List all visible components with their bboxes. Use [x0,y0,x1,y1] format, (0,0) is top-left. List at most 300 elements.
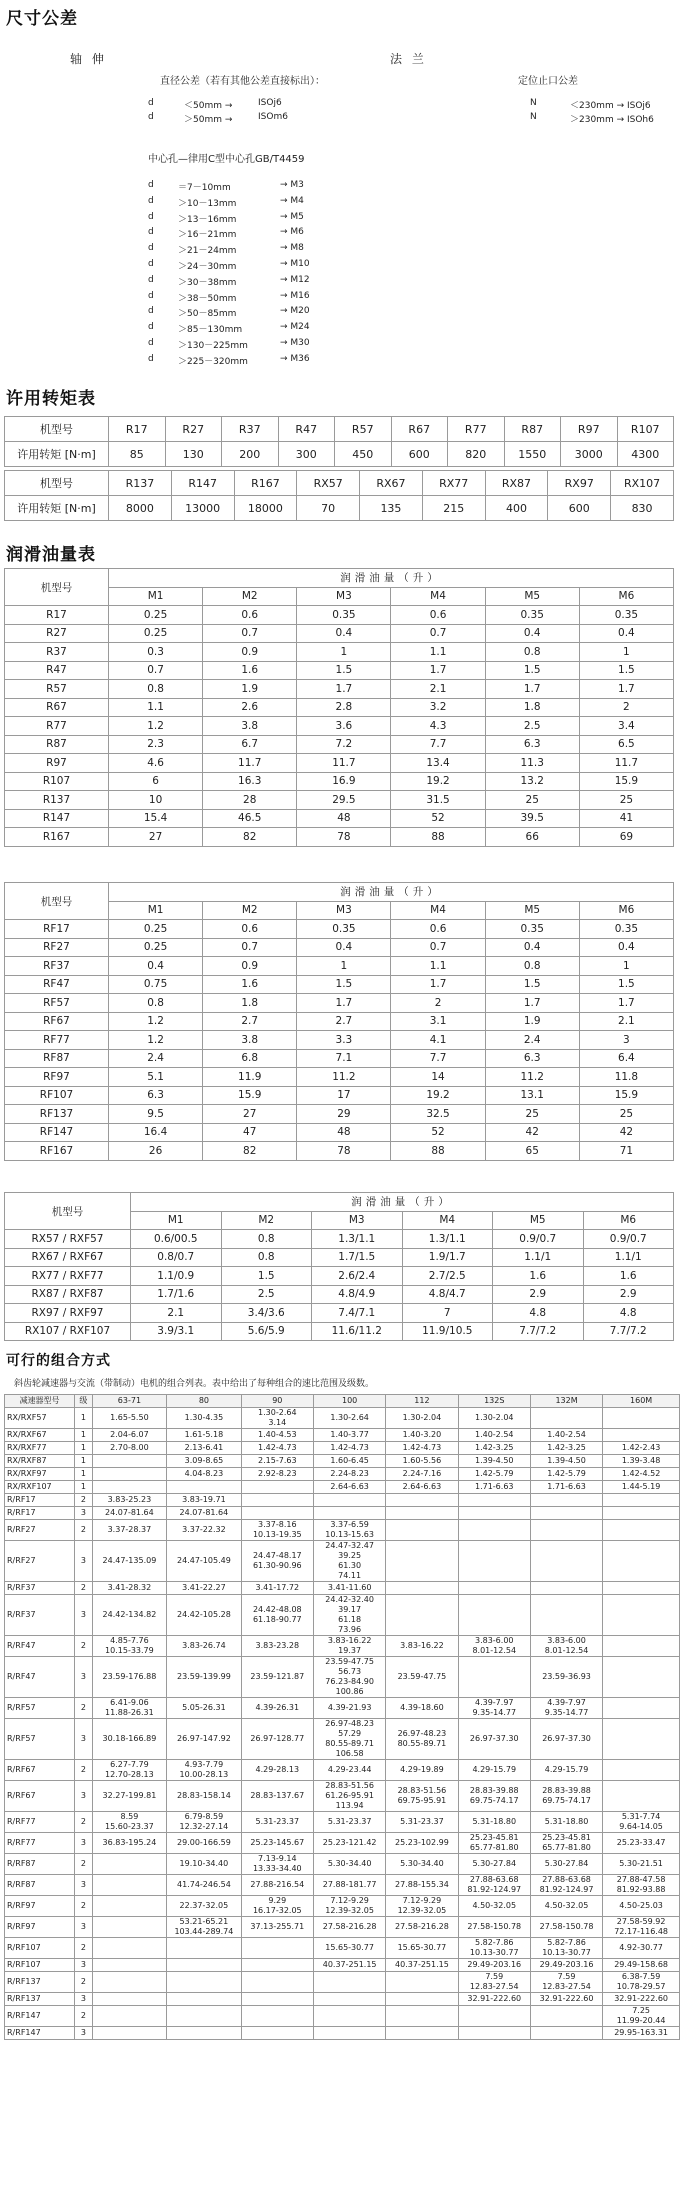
torque-model-cell: R77 [448,417,505,442]
combo-ratio-cell: 27.58-150.78 [530,1917,602,1938]
oil-header-row [5,883,674,902]
oil-value-cell: 11.9/10.5 [402,1322,493,1341]
combo-ratio-cell [92,1938,167,1959]
oil-row [5,994,674,1013]
oil-value-cell: 1 [579,643,673,662]
oil-value-cell: 2.3 [109,735,203,754]
combo-header-cell: 112 [386,1395,458,1408]
combo-ratio-cell: 24.42-32.40 39.17 61.18 73.96 [313,1595,385,1636]
oil-value-cell: 1.8 [203,994,297,1013]
torque-model-cell: R67 [391,417,448,442]
combo-row [5,1760,680,1781]
combo-header-cell: 80 [167,1395,242,1408]
oil-value-cell: 1.6 [203,975,297,994]
combo-row [5,1993,680,2006]
oil-model-cell: RX97 / RXF97 [5,1304,131,1323]
combo-ratio-cell: 26.97-48.23 57.29 80.55-89.71 106.58 [313,1719,385,1760]
combo-stage-cell: 1 [75,1429,93,1442]
torque-title: 许用转矩表 [6,389,96,409]
combo-ratio-cell [92,1959,167,1972]
oil-value-cell: 1.5 [485,975,579,994]
combo-ratio-cell [530,1595,602,1636]
torque-table-2 [4,470,674,521]
oil-position-cell: M5 [485,587,579,606]
combo-row [5,1520,680,1541]
oil-value-cell: 2.9 [493,1285,584,1304]
oil-position-cell: M3 [297,901,391,920]
oil-value-cell: 9.5 [109,1105,203,1124]
combo-ratio-cell [386,1993,458,2006]
combo-ratio-cell [458,2027,530,2040]
combo-ratio-cell [603,1719,680,1760]
combo-ratio-cell [313,1972,385,1993]
oil-value-cell: 1.6 [583,1267,674,1286]
oil-row [5,772,674,791]
combo-header-cell: 132M [530,1395,602,1408]
torque-value-cell: 400 [485,496,548,521]
combo-ratio-cell: 7.59 12.83-27.54 [530,1972,602,1993]
oil-value-cell: 4.8/4.7 [402,1285,493,1304]
oil-value-cell: 1.7 [391,975,485,994]
oil-value-cell: 25 [579,791,673,810]
combo-model-cell: R/RF17 [5,1494,75,1507]
combo-header-cell: 减速器型号 [5,1395,75,1408]
combo-model-cell: R/RF107 [5,1959,75,1972]
oil-value-cell: 0.7 [391,624,485,643]
combo-model-cell: R/RF87 [5,1875,75,1896]
center-row-cell: ＞50－85mm [178,309,237,320]
combo-ratio-cell [458,1582,530,1595]
combo-ratio-cell [530,1507,602,1520]
combo-ratio-cell: 29.49-158.68 [603,1959,680,1972]
torque-value-cell: 130 [165,442,222,467]
flange-row-cell: N [530,112,537,122]
torque-model-label: 机型号 [5,471,109,496]
combo-ratio-cell: 3.41-17.72 [241,1582,313,1595]
oil-value-cell: 27 [203,1105,297,1124]
combo-ratio-cell: 27.88-155.34 [386,1875,458,1896]
combo-model-cell: RX/RXF107 [5,1481,75,1494]
combo-row [5,1408,680,1429]
combo-ratio-cell: 27.88-181.77 [313,1875,385,1896]
combo-ratio-cell: 36.83-195.24 [92,1833,167,1854]
combo-row [5,1698,680,1719]
combo-ratio-cell: 1.60-6.45 [313,1455,385,1468]
combo-ratio-cell: 4.39-18.60 [386,1698,458,1719]
oil-row [5,643,674,662]
combo-ratio-cell: 5.05-26.31 [167,1698,242,1719]
combo-model-cell: R/RF77 [5,1812,75,1833]
oil-value-cell: 1.5 [297,661,391,680]
torque-model-cell: R87 [504,417,561,442]
combo-ratio-cell [386,1541,458,1582]
oil-value-cell: 2.7/2.5 [402,1267,493,1286]
oil-value-cell: 4.6 [109,754,203,773]
oil-position-cell: M1 [109,587,203,606]
combo-model-cell: RX/RXF57 [5,1408,75,1429]
oil-value-cell: 1.7 [485,994,579,1013]
combo-ratio-cell: 3.09-8.65 [167,1455,242,1468]
oil-position-cell: M2 [221,1211,312,1230]
oil-value-cell: 15.9 [579,772,673,791]
oil-value-cell: 3.4 [579,717,673,736]
combo-ratio-cell [241,1972,313,1993]
combo-ratio-cell: 32.91-222.60 [530,1993,602,2006]
center-row-cell: ＞30－38mm [178,277,237,288]
combo-model-cell: R/RF27 [5,1520,75,1541]
shaft-row-cell: d [148,98,154,108]
combo-ratio-cell: 4.39-7.97 9.35-14.77 [458,1698,530,1719]
combo-ratio-cell: 1.42-5.79 [458,1468,530,1481]
oil-value-cell: 2.4 [109,1049,203,1068]
combo-ratio-cell [241,1959,313,1972]
combo-ratio-cell [458,1507,530,1520]
oil-value-cell: 1.9 [203,680,297,699]
oil-value-cell: 2.6/2.4 [312,1267,403,1286]
oil-value-cell: 42 [579,1123,673,1142]
combo-ratio-cell: 2.04-6.07 [92,1429,167,1442]
combo-row [5,1541,680,1582]
oil-value-cell: 7.7/7.2 [583,1322,674,1341]
combo-ratio-cell: 28.83-137.67 [241,1781,313,1812]
combo-stage-cell: 3 [75,1781,93,1812]
oil-value-cell: 1.5 [579,661,673,680]
center-row-cell: → M30 [280,338,310,348]
combo-ratio-cell: 24.47-135.09 [92,1541,167,1582]
combo-ratio-cell [241,2006,313,2027]
oil-value-cell: 25 [485,1105,579,1124]
torque-model-label: 机型号 [5,417,109,442]
combo-ratio-cell: 1.42-2.43 [603,1442,680,1455]
oil-value-cell: 11.7 [297,754,391,773]
oil-model-cell: RF87 [5,1049,109,1068]
combo-ratio-cell [167,1959,242,1972]
oil-value-cell: 13.4 [391,754,485,773]
oil-row [5,809,674,828]
combo-ratio-cell: 23.59-139.99 [167,1657,242,1698]
combo-ratio-cell: 4.29-28.13 [241,1760,313,1781]
combo-stage-cell: 2 [75,1760,93,1781]
shaft-row-cell: ＜50mm → [184,101,233,111]
center-row-cell: d [148,243,154,254]
combo-ratio-cell: 1.42-4.73 [386,1442,458,1455]
center-row-cell: → M10 [280,259,310,269]
combo-ratio-cell: 1.30-2.04 [386,1408,458,1429]
combo-ratio-cell: 1.40-2.54 [458,1429,530,1442]
oil-value-cell: 82 [203,828,297,847]
oil-value-cell: 11.6/11.2 [312,1322,403,1341]
combo-ratio-cell: 41.74-246.54 [167,1875,242,1896]
oil-table-3 [4,1192,674,1341]
combo-ratio-cell [92,1917,167,1938]
oil-position-cell: M6 [579,587,673,606]
oil-value-cell: 28 [203,791,297,810]
combo-stage-cell: 3 [75,1719,93,1760]
center-row-cell: → M16 [280,290,310,301]
combo-ratio-cell: 2.64-6.63 [313,1481,385,1494]
oil-value-cell: 0.9 [203,957,297,976]
combo-row [5,1938,680,1959]
combo-ratio-cell [603,1541,680,1582]
combo-ratio-cell: 1.60-5.56 [386,1455,458,1468]
combo-ratio-cell [530,1494,602,1507]
combo-ratio-cell: 6.27-7.79 12.70-28.13 [92,1760,167,1781]
combo-ratio-cell: 4.50-25.03 [603,1896,680,1917]
center-row-cell: ＞13－16mm [178,214,237,225]
oil-value-cell: 66 [485,828,579,847]
oil-value-cell: 3 [579,1031,673,1050]
oil-value-cell: 0.35 [485,920,579,939]
oil-position-cell: M3 [297,587,391,606]
oil-value-cell: 0.8 [485,957,579,976]
oil-model-cell: RF137 [5,1105,109,1124]
oil-value-cell: 1.1/1 [583,1248,674,1267]
center-row-cell: → M4 [280,195,304,206]
oil-row [5,1230,674,1249]
combo-ratio-cell: 2.24-7.16 [386,1468,458,1481]
oil-value-cell: 0.25 [109,938,203,957]
oil-value-cell: 1.9/1.7 [402,1248,493,1267]
combo-ratio-cell [92,1896,167,1917]
combo-row [5,1781,680,1812]
oil-value-cell: 7 [402,1304,493,1323]
oil-value-cell: 0.35 [579,920,673,939]
torque-model-cell: R167 [234,471,297,496]
oil-value-cell: 16.4 [109,1123,203,1142]
combo-ratio-cell [603,1494,680,1507]
oil-value-cell: 25 [579,1105,673,1124]
combo-ratio-cell [167,2006,242,2027]
combo-header-cell: 100 [313,1395,385,1408]
oil-model-cell: R27 [5,624,109,643]
oil-value-cell: 1.1 [391,957,485,976]
oil-model-cell: R107 [5,772,109,791]
combo-ratio-cell: 4.50-32.05 [530,1896,602,1917]
combo-ratio-cell: 3.83-26.74 [167,1636,242,1657]
oil-model-cell: RX57 / RXF57 [5,1230,131,1249]
combo-ratio-cell [458,1595,530,1636]
combo-model-cell: R/RF17 [5,1507,75,1520]
center-row-cell: → M5 [280,211,304,222]
torque-model-cell: R47 [278,417,335,442]
combo-ratio-cell: 5.31-18.80 [530,1812,602,1833]
combo-ratio-cell [530,1541,602,1582]
combo-title: 可行的组合方式 [6,1353,111,1369]
oil-value-cell: 0.9/0.7 [493,1230,584,1249]
oil-value-cell: 27 [109,828,203,847]
oil-value-cell: 11.7 [203,754,297,773]
combo-ratio-cell [167,1993,242,2006]
combo-ratio-cell: 5.31-23.37 [313,1812,385,1833]
oil-value-cell: 2 [391,994,485,1013]
torque-model-cell: R27 [165,417,222,442]
combo-row [5,1719,680,1760]
combo-ratio-cell: 32.91-222.60 [603,1993,680,2006]
center-row-cell: d [148,180,154,190]
oil-position-cell: M4 [391,587,485,606]
oil-model-cell: RF57 [5,994,109,1013]
combo-model-cell: RX/RXF97 [5,1468,75,1481]
torque-value-row [5,496,674,521]
combination-table [4,1394,680,2040]
combo-stage-cell: 1 [75,1455,93,1468]
oil-value-cell: 0.9/0.7 [583,1230,674,1249]
combo-ratio-cell: 6.79-8.59 12.32-27.14 [167,1812,242,1833]
oil-value-cell: 1.1 [391,643,485,662]
oil-value-cell: 0.6/00.5 [131,1230,222,1249]
combo-ratio-cell [167,1938,242,1959]
combo-ratio-cell: 32.91-222.60 [458,1993,530,2006]
combo-ratio-cell: 15.65-30.77 [313,1938,385,1959]
center-row-cell: d [148,322,154,333]
combo-ratio-cell [167,1481,242,1494]
combo-ratio-cell: 1.65-5.50 [92,1408,167,1429]
combo-ratio-cell: 3.37-22.32 [167,1520,242,1541]
combo-ratio-cell: 25.23-45.81 65.77-81.80 [458,1833,530,1854]
combo-ratio-cell: 1.40-4.53 [241,1429,313,1442]
oil-value-cell: 0.4 [297,938,391,957]
oil-row [5,680,674,699]
oil-value-cell: 0.6 [203,920,297,939]
center-row-cell: d [148,211,154,222]
oil-row [5,717,674,736]
combo-model-cell: R/RF67 [5,1760,75,1781]
combo-ratio-cell: 5.31-23.37 [241,1812,313,1833]
oil-row [5,1086,674,1105]
combo-ratio-cell: 1.42-4.52 [603,1468,680,1481]
center-row-cell: ＞38－50mm [178,293,237,304]
oil-model-cell: R37 [5,643,109,662]
combo-ratio-cell: 29.49-203.16 [458,1959,530,1972]
torque-value-cell: 13000 [171,496,234,521]
combo-ratio-cell [167,2027,242,2040]
center-row-cell: d [148,290,154,301]
combo-ratio-cell: 1.30-2.64 3.14 [241,1408,313,1429]
oil-value-cell: 2.7 [297,1012,391,1031]
combo-ratio-cell: 23.59-176.88 [92,1657,167,1698]
combo-ratio-cell: 24.47-48.17 61.30-90.96 [241,1541,313,1582]
oil-model-cell: R137 [5,791,109,810]
center-row-cell: ＞225－320mm [178,356,248,367]
oil-value-cell: 2.5 [221,1285,312,1304]
oil-row [5,735,674,754]
oil-value-cell: 0.4 [579,624,673,643]
oil-row [5,1142,674,1161]
combo-model-cell: R/RF47 [5,1657,75,1698]
combo-ratio-cell: 24.42-105.28 [167,1595,242,1636]
oil-value-cell: 3.6 [297,717,391,736]
oil-value-cell: 1 [297,643,391,662]
combo-ratio-cell: 3.41-28.32 [92,1582,167,1595]
combo-stage-cell: 2 [75,1972,93,1993]
oil-value-cell: 6.8 [203,1049,297,1068]
combo-model-cell: R/RF97 [5,1917,75,1938]
combo-ratio-cell: 1.30-2.04 [458,1408,530,1429]
oil-value-cell: 1.9 [485,1012,579,1031]
combo-ratio-cell: 5.82-7.86 10.13-30.77 [530,1938,602,1959]
combo-stage-cell: 3 [75,2027,93,2040]
combo-model-cell: R/RF37 [5,1582,75,1595]
torque-value-cell: 830 [611,496,674,521]
combo-ratio-cell [530,2006,602,2027]
combo-model-cell: R/RF77 [5,1833,75,1854]
combo-ratio-cell [530,1408,602,1429]
combo-stage-cell: 1 [75,1442,93,1455]
combo-ratio-cell [530,1520,602,1541]
oil-value-cell: 0.7 [391,938,485,957]
oil-value-cell: 2.6 [203,698,297,717]
combo-row [5,1854,680,1875]
torque-value-cell: 1550 [504,442,561,467]
combo-ratio-cell: 25.23-121.42 [313,1833,385,1854]
oil-value-cell: 16.9 [297,772,391,791]
oil-row [5,624,674,643]
oil-value-cell: 6 [109,772,203,791]
combo-ratio-cell: 1.42-4.73 [313,1442,385,1455]
combo-ratio-cell: 24.07-81.64 [92,1507,167,1520]
oil-value-cell: 1.7 [579,994,673,1013]
oil-value-cell: 78 [297,1142,391,1161]
center-row-cell: d [148,306,154,317]
oil-value-cell: 16.3 [203,772,297,791]
combo-model-cell: R/RF137 [5,1993,75,2006]
torque-model-cell: R17 [109,417,166,442]
torque-model-cell: R37 [222,417,279,442]
combo-ratio-cell: 40.37-251.15 [313,1959,385,1972]
oil-value-cell: 65 [485,1142,579,1161]
oil-value-cell: 6.5 [579,735,673,754]
torque-value-cell: 300 [278,442,335,467]
combo-ratio-cell: 2.64-6.63 [386,1481,458,1494]
combo-ratio-cell: 5.31-23.37 [386,1812,458,1833]
flange-heading: 法 兰 [390,52,427,66]
oil-value-cell: 41 [579,809,673,828]
oil-value-cell: 11.3 [485,754,579,773]
oil-value-cell: 1.1/1 [493,1248,584,1267]
oil-model-cell: R97 [5,754,109,773]
oil-value-cell: 0.7 [203,624,297,643]
combo-ratio-cell [241,1481,313,1494]
combo-ratio-cell [530,2027,602,2040]
combo-ratio-cell [603,1657,680,1698]
oil-value-cell: 25 [485,791,579,810]
combo-ratio-cell [603,1582,680,1595]
combo-ratio-cell: 28.83-51.56 69.75-95.91 [386,1781,458,1812]
combo-ratio-cell: 7.13-9.14 13.33-34.40 [241,1854,313,1875]
center-row-cell: d [148,338,154,348]
combo-ratio-cell: 6.41-9.06 11.88-26.31 [92,1698,167,1719]
combo-row [5,1812,680,1833]
torque-table-1 [4,416,674,467]
oil-table-1 [4,568,674,847]
combo-ratio-cell: 1.71-6.63 [458,1481,530,1494]
oil-row [5,606,674,625]
combo-ratio-cell: 40.37-251.15 [386,1959,458,1972]
combo-ratio-cell: 2.24-8.23 [313,1468,385,1481]
oil-value-cell: 7.7 [391,1049,485,1068]
oil-value-cell: 29.5 [297,791,391,810]
combo-stage-cell: 3 [75,1507,93,1520]
combo-ratio-cell: 4.50-32.05 [458,1896,530,1917]
oil-row [5,938,674,957]
oil-value-cell: 0.25 [109,920,203,939]
combo-stage-cell: 2 [75,1698,93,1719]
oil-value-cell: 2.9 [583,1285,674,1304]
combo-model-cell: R/RF147 [5,2027,75,2040]
center-row-cell: → M8 [280,243,304,254]
torque-model-cell: RX87 [485,471,548,496]
oil-model-cell: RX107 / RXF107 [5,1322,131,1341]
